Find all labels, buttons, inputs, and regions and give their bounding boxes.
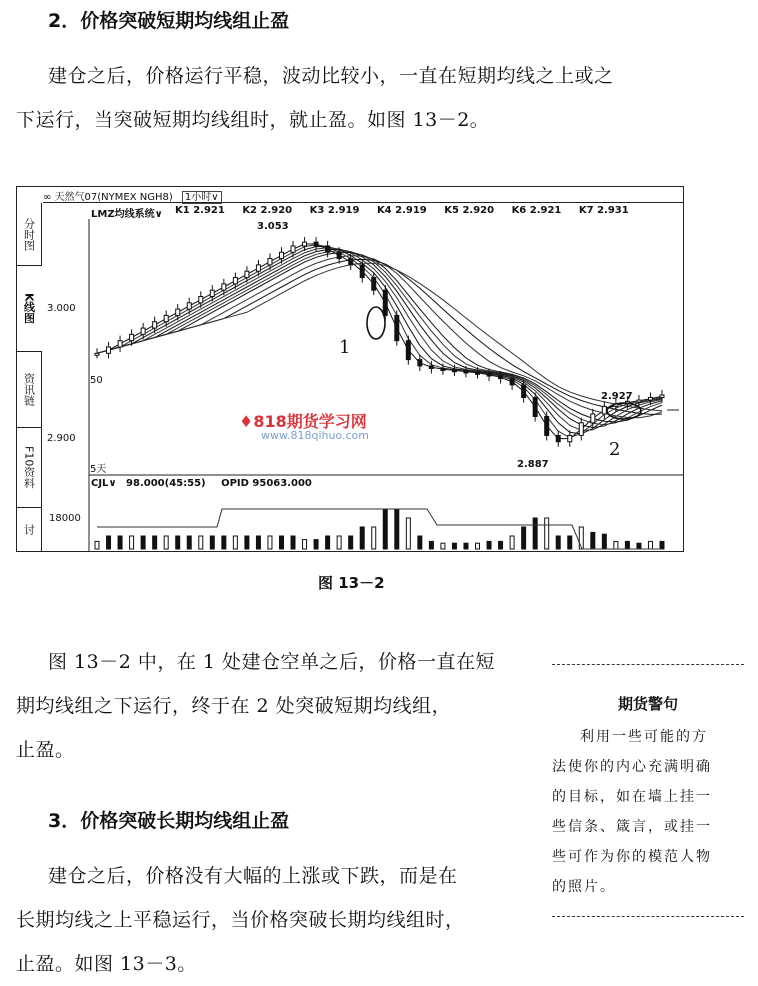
volume-bar	[337, 536, 341, 549]
volume-bar	[395, 509, 399, 549]
tab-f10[interactable]: F10资料	[17, 427, 42, 508]
volume-bar	[164, 536, 168, 549]
volume-bar	[441, 543, 445, 549]
volume-bar	[130, 536, 134, 549]
section2-paragraph-line1: 建仓之后，价格运行平稳，波动比较小，一直在短期均线之上或之	[48, 65, 614, 87]
volume-value: 98.000(45:55)	[126, 478, 206, 489]
volume-bar	[476, 543, 480, 549]
volume-bar	[349, 536, 353, 549]
volume-bar	[418, 536, 422, 549]
period-label: 1小时	[184, 192, 212, 203]
volume-bar	[256, 536, 260, 549]
indicator-label: LMZ均线系统	[91, 209, 155, 220]
quote-line: 的目标，如在墙上挂一	[552, 789, 712, 805]
volume-bar	[118, 536, 122, 549]
marker-1-label: 1	[339, 337, 351, 358]
volume-bar	[210, 536, 214, 549]
volume-bar	[199, 536, 203, 549]
label-50: 50	[90, 375, 103, 386]
chevron-down-icon: ∨	[154, 209, 163, 220]
volume-bar	[141, 536, 145, 549]
k-value: K5 2.920	[444, 205, 495, 216]
volume-bar	[533, 518, 537, 549]
chart-title: 天然气07(NYMEX NGH8)	[54, 192, 173, 203]
para2-line1: 图 13－2 中，在 1 处建仓空单之后，价格一直在短	[48, 651, 496, 673]
volume-bar	[464, 543, 468, 549]
volume-bar	[487, 541, 491, 549]
chevron-down-icon: ∨	[211, 192, 219, 203]
tab-timeshare[interactable]: 分时图	[17, 203, 42, 266]
section-heading-3: 3．价格突破长期均线组止盈	[48, 810, 290, 832]
volume-bar	[452, 543, 456, 549]
tab-news[interactable]: 资讯链	[17, 351, 42, 428]
section3-line3: 止盈。如图 13－3。	[16, 953, 197, 975]
flame-icon: ♦	[239, 412, 254, 431]
divider	[552, 916, 744, 917]
volume-bar	[107, 536, 111, 549]
opid-value: OPID 95063.000	[221, 478, 312, 489]
chevron-down-icon: ∨	[108, 478, 117, 489]
para2-line3: 止盈。	[16, 739, 75, 761]
volume-bar	[522, 527, 526, 549]
volume-bar	[303, 540, 307, 549]
k-value: K4 2.919	[376, 205, 427, 216]
quote-line: 的照片。	[552, 879, 616, 895]
k-value: K1 2.921	[175, 205, 225, 216]
volume-bar	[510, 536, 514, 549]
tab-discuss[interactable]: 讨	[17, 507, 42, 551]
volume-bar	[556, 536, 560, 549]
volume-bar	[637, 543, 641, 549]
volume-bar	[499, 541, 503, 549]
quote-line: 法使你的内心充满明确	[552, 759, 712, 775]
quote-line: 利用一些可能的方	[580, 729, 708, 745]
volume-bar	[602, 534, 606, 549]
volume-bar	[625, 541, 629, 549]
high-label: 3.053	[257, 221, 289, 232]
futures-quote-box	[552, 664, 744, 917]
kline-chart	[16, 186, 684, 552]
volume-bar	[660, 541, 664, 549]
volume-bar	[314, 540, 318, 549]
k-value: K7 2.931	[578, 205, 629, 216]
volume-bar	[383, 509, 387, 549]
volume-bar	[326, 536, 330, 549]
volume-bar	[360, 527, 364, 549]
section3-line2: 长期均线之上平稳运行，当价格突破长期均线组时，	[16, 909, 465, 931]
divider	[552, 664, 744, 665]
k-value: K6 2.921	[511, 205, 562, 216]
volume-bar	[279, 536, 283, 549]
volume-bar	[429, 541, 433, 549]
volume-bar	[614, 541, 618, 549]
volume-bar	[268, 536, 272, 549]
y-label-3000: 3.000	[47, 303, 76, 314]
figure-caption: 图 13－2	[318, 574, 385, 592]
label-5day: 5天	[90, 464, 107, 475]
volume-plot	[17, 187, 683, 551]
section3-line1: 建仓之后，价格没有大幅的上涨或下跌，而是在	[48, 865, 458, 887]
k-value: K3 2.919	[309, 205, 360, 216]
volume-bar	[406, 518, 410, 549]
section-heading-2: 2．价格突破短期均线组止盈	[48, 10, 290, 32]
volume-bar	[579, 527, 583, 549]
marker-2-label: 2	[609, 439, 621, 460]
y-label-2900: 2.900	[47, 433, 76, 444]
volume-bar	[95, 541, 99, 549]
k-value: K2 2.920	[242, 205, 293, 216]
volume-bar	[153, 536, 157, 549]
link-icon: ∞	[43, 192, 52, 203]
volume-bar	[233, 536, 237, 549]
volume-axis-label: 18000	[49, 513, 81, 524]
quote-line: 些可作为你的模范人物	[552, 849, 712, 865]
section2-paragraph-line2: 下运行，当突破短期均线组时，就止盈。如图 13－2。	[16, 109, 490, 131]
volume-bar	[545, 518, 549, 549]
volume-bar	[591, 532, 595, 549]
watermark-text: 818期货学习网	[253, 412, 367, 431]
open-interest-line	[97, 509, 662, 549]
volume-bar	[245, 536, 249, 549]
volume-bar	[372, 527, 376, 549]
tab-kline[interactable]: K线图	[17, 265, 41, 352]
quote-title: 期货警句	[617, 695, 678, 713]
volume-bar	[187, 536, 191, 549]
quote-line: 些信条、箴言，或挂一	[552, 819, 712, 835]
para2-line2: 期均线组之下运行，终于在 2 处突破短期均线组，	[16, 695, 452, 717]
volume-label: CJL	[91, 478, 109, 489]
last-label: 2.927	[601, 391, 633, 402]
watermark-url: www.818qihuo.com	[261, 429, 369, 442]
volume-bar	[176, 536, 180, 549]
volume-bar	[222, 536, 226, 549]
low-label: 2.887	[517, 459, 549, 470]
volume-bar	[291, 536, 295, 549]
volume-bar	[648, 541, 652, 549]
volume-bar	[568, 536, 572, 549]
